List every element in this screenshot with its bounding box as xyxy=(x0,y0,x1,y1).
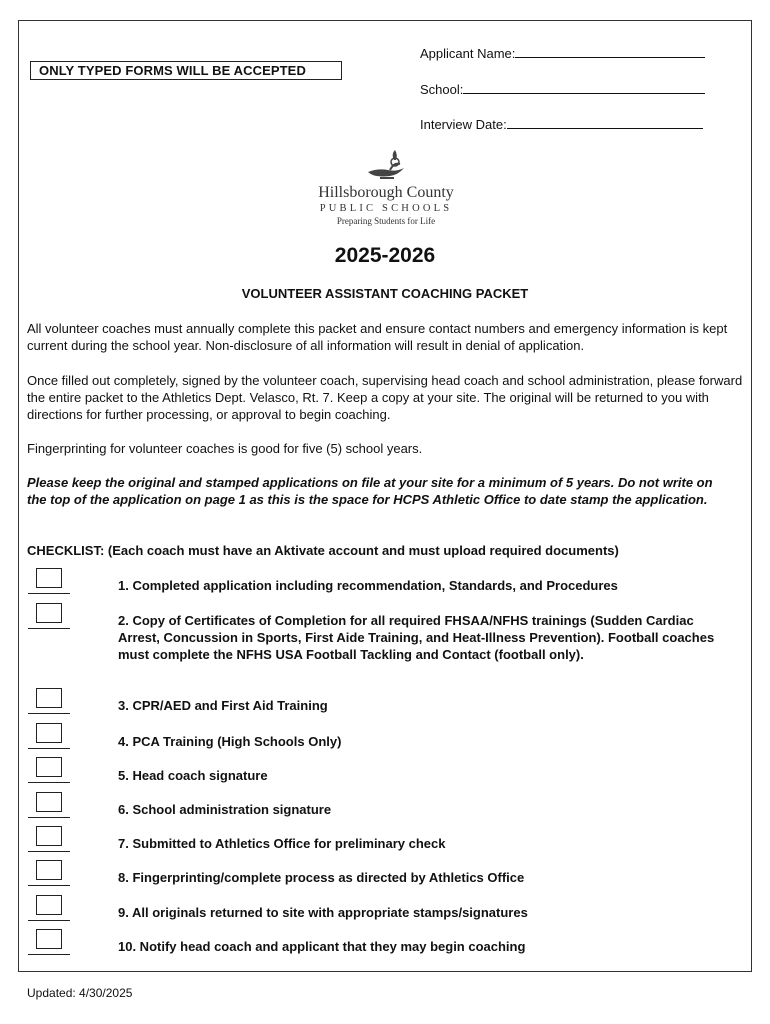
checklist-item-7: 7. Submitted to Athletics Office for preliminary check xyxy=(118,836,446,851)
interview-date-label: Interview Date: xyxy=(420,117,507,132)
checklist-checkbox-10[interactable] xyxy=(28,929,70,955)
checklist-item-1: 1. Completed application including recommendation, Standards, and Procedures xyxy=(118,578,618,593)
checkbox-underline xyxy=(28,713,70,714)
checkbox-icon[interactable] xyxy=(36,568,62,588)
checkbox-underline xyxy=(28,920,70,921)
packet-title: VOLUNTEER ASSISTANT COACHING PACKET xyxy=(241,286,529,301)
checkbox-underline xyxy=(28,817,70,818)
school-label: School: xyxy=(420,82,464,97)
checkbox-icon[interactable] xyxy=(36,792,62,812)
applicant-name-line[interactable] xyxy=(515,44,705,58)
logo-line-2: PUBLIC SCHOOLS xyxy=(319,203,453,214)
checkbox-icon[interactable] xyxy=(36,688,62,708)
school-field[interactable] xyxy=(420,80,705,98)
checklist-checkbox-7[interactable] xyxy=(28,826,70,852)
lamp-of-learning-icon xyxy=(364,148,408,182)
checkbox-icon[interactable] xyxy=(36,826,62,846)
checkbox-underline xyxy=(28,851,70,852)
checklist-checkbox-2[interactable] xyxy=(28,603,70,629)
checklist-item-6: 6. School administration signature xyxy=(118,802,332,817)
checkbox-underline xyxy=(28,628,70,629)
school-line[interactable] xyxy=(463,80,705,94)
typed-forms-notice: ONLY TYPED FORMS WILL BE ACCEPTED xyxy=(30,61,342,80)
checklist-item-4: 4. PCA Training (High Schools Only) xyxy=(118,734,342,749)
checkbox-icon[interactable] xyxy=(36,757,62,777)
checklist-checkbox-9[interactable] xyxy=(28,895,70,921)
checklist-checkbox-1[interactable] xyxy=(28,568,70,594)
checklist-item-9: 9. All originals returned to site with appropriate stamps/signatures xyxy=(118,905,528,920)
checkbox-icon[interactable] xyxy=(36,929,62,949)
checkbox-underline xyxy=(28,885,70,886)
school-year: 2025-2026 xyxy=(334,244,436,267)
logo-tagline: Preparing Students for Life xyxy=(336,216,436,226)
logo-line-1: Hillsborough County xyxy=(318,184,454,201)
checklist-checkbox-5[interactable] xyxy=(28,757,70,783)
checkbox-underline xyxy=(28,782,70,783)
updated-date: Updated: 4/30/2025 xyxy=(27,986,133,1000)
checklist-item-5: 5. Head coach signature xyxy=(118,768,268,783)
retention-notice: Please keep the original and stamped applications on file at your site for a minimum of 5 years. Do not write on the top of the application on page 1 as this is the space for HCPS Athletic Office to date stamp the application. xyxy=(27,475,713,507)
checklist-item-3: 3. CPR/AED and First Aid Training xyxy=(118,698,328,713)
checklist-heading: CHECKLIST: (Each coach must have an Aktivate account and must upload required documents) xyxy=(27,543,619,558)
checklist-item-8: 8. Fingerprinting/complete process as directed by Athletics Office xyxy=(118,870,525,885)
checkbox-icon[interactable] xyxy=(36,603,62,623)
checkbox-icon[interactable] xyxy=(36,860,62,880)
checklist-item-2: 2. Copy of Certificates of Completion for all required FHSAA/NFHS trainings (Sudden Cardiac Arrest, Concussion in Sports, First Aide Training, and Heat-Illness Prevention). Football coaches must complete the NFHS USA Football Tackling and Contact (football only). xyxy=(118,613,715,662)
district-logo xyxy=(310,148,462,230)
applicant-name-field[interactable] xyxy=(420,44,705,62)
checkbox-icon[interactable] xyxy=(36,895,62,915)
applicant-name-label: Applicant Name: xyxy=(420,46,516,61)
checkbox-underline xyxy=(28,748,70,749)
checklist-checkbox-6[interactable] xyxy=(28,792,70,818)
checkbox-icon[interactable] xyxy=(36,723,62,743)
instructions-paragraph: Once filled out completely, signed by the volunteer coach, supervising head coach and school administration, please forward the entire packet to the Athletics Dept. Velasco, Rt. 7. Keep a copy at your site. The original will be returned to you with directions for further processing, or approval to begin coaching. xyxy=(27,373,743,422)
interview-date-field[interactable] xyxy=(420,115,703,133)
fingerprint-paragraph: Fingerprinting for volunteer coaches is good for five (5) school years. xyxy=(27,441,423,456)
checklist-checkbox-8[interactable] xyxy=(28,860,70,886)
checkbox-underline xyxy=(28,954,70,955)
checklist-checkbox-3[interactable] xyxy=(28,688,70,714)
interview-date-line[interactable] xyxy=(507,115,703,129)
checkbox-underline xyxy=(28,593,70,594)
checklist-item-10: 10. Notify head coach and applicant that they may begin coaching xyxy=(118,939,526,954)
checklist-checkbox-4[interactable] xyxy=(28,723,70,749)
intro-paragraph: All volunteer coaches must annually complete this packet and ensure contact numbers and emergency information is kept current during the school year. Non-disclosure of all information will result in denial of application. xyxy=(27,321,728,353)
